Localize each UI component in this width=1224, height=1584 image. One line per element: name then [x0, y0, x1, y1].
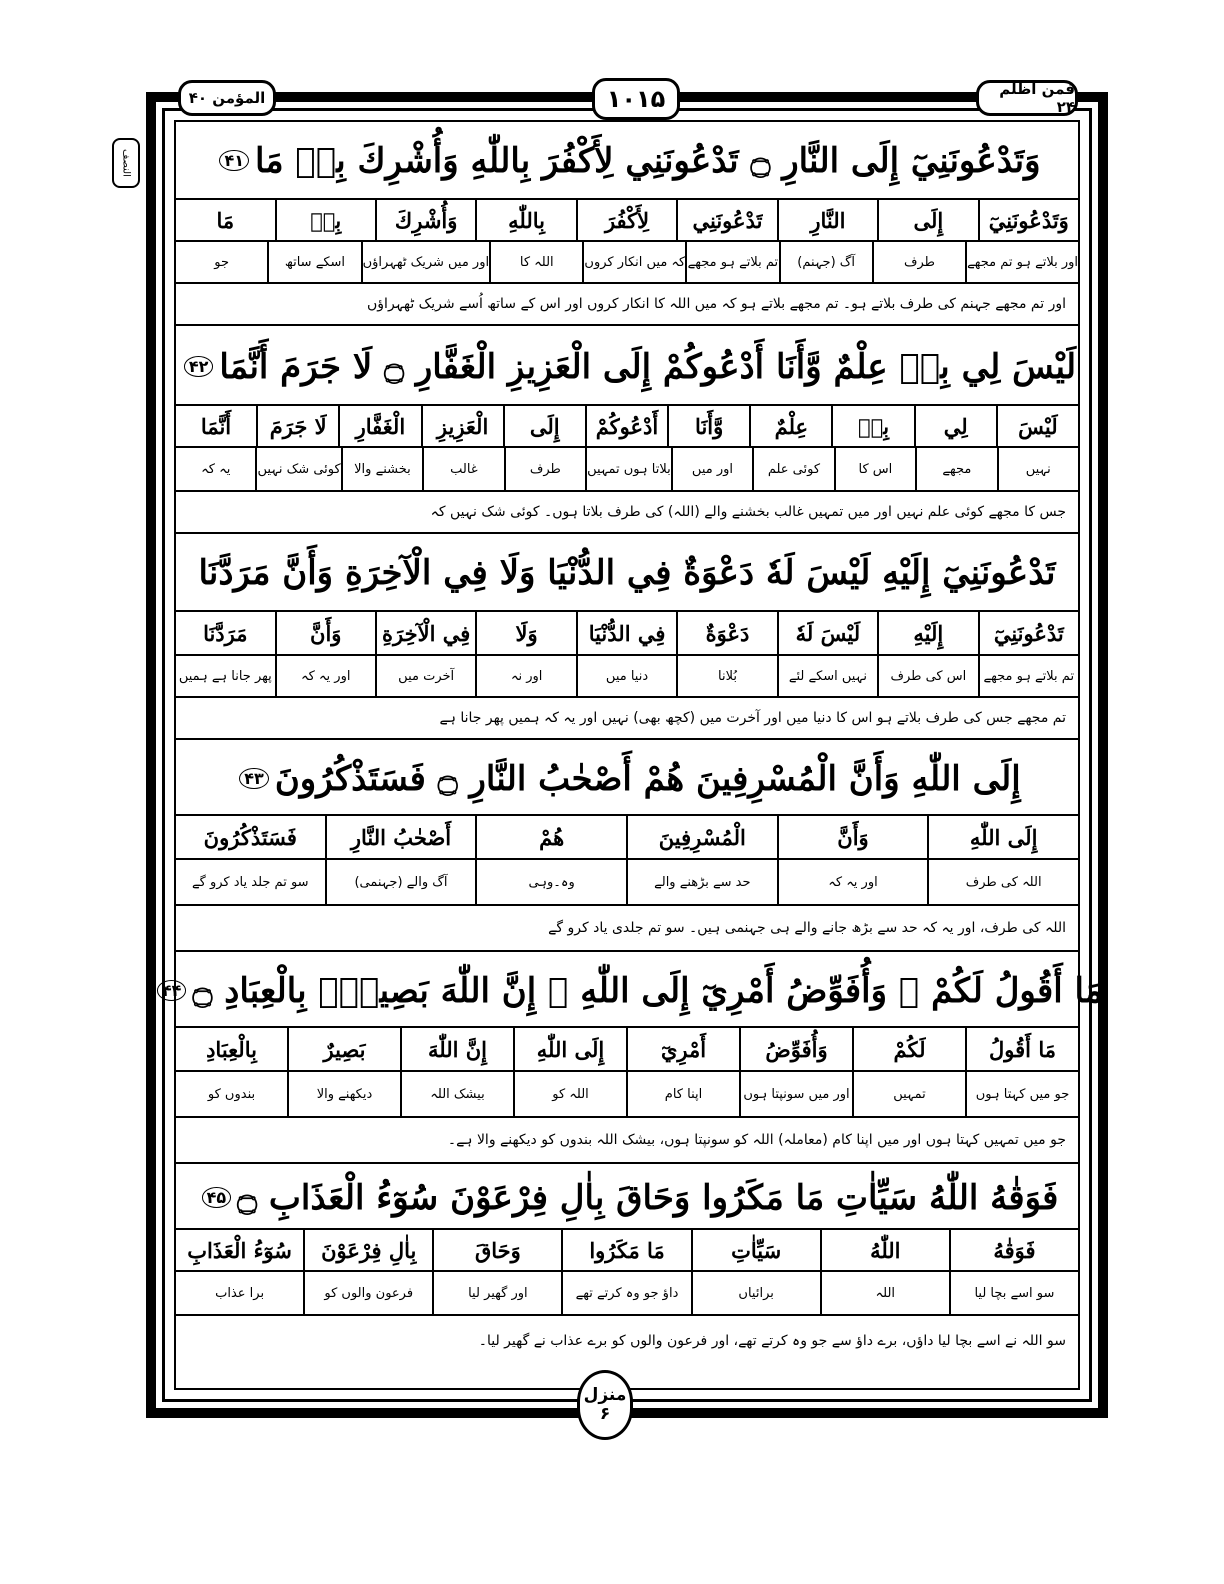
manzil-number: ۶ — [599, 1404, 611, 1424]
word-cell: مَا أَقُولُ — [965, 1028, 1078, 1070]
ayah-number: ۴۵ — [202, 1187, 232, 1208]
verse-line — [176, 122, 1078, 200]
word-cell: لِأَكْفُرَ — [576, 200, 676, 240]
translation-line: اور تم مجھے جہنم کی طرف بلاتے ہو۔ تم مجھے بلاتے ہو کہ میں اللہ کا انکار کروں اور اس کے ساتھ اُسے شریک ٹھہراؤں — [176, 284, 1078, 326]
word-cell: وَتَدْعُونَنِيٓ — [978, 200, 1078, 240]
word-cell: فَوَقٰهُ — [949, 1230, 1078, 1270]
meaning-cell: بندوں کو — [207, 1086, 256, 1102]
ayah-number: ۴۳ — [239, 768, 269, 789]
word-cell: سُوٓءُ الْعَذَابِ — [187, 1237, 292, 1263]
word-cell: لِي — [914, 406, 996, 446]
word-cell: مَا — [216, 207, 235, 233]
word-cell: أَمْرِيٓ — [626, 1028, 739, 1070]
meaning-cell: نہیں اسکے لئے — [777, 656, 877, 696]
meaning-cell: دنیا میں — [576, 656, 676, 696]
meaning-cell: برائیاں — [691, 1272, 820, 1314]
word-cell: أَدْعُوكُمْ — [585, 406, 667, 446]
word-cell: عِلْمٌ — [749, 406, 831, 446]
meaning-cell: جو میں کہتا ہوں — [965, 1072, 1078, 1116]
meaning-cell: بُلانا — [676, 656, 776, 696]
meaning-row — [176, 1072, 1078, 1118]
meaning-cell: نہیں — [997, 448, 1078, 490]
meaning-cell: آخرت میں — [375, 656, 475, 696]
word-cell: لَا جَرَمَ — [256, 406, 338, 446]
meaning-cell: بلاتا ہوں تمہیں — [585, 448, 671, 490]
verse-text: لَيْسَ لِي بِهٖ عِلْمٌ وَّأَنَا أَدْعُوكُمْ إِلَى الْعَزِيزِ الْغَفَّارِ ۝ لَا جَرَمَ أَنَّمَا — [219, 346, 1077, 387]
ayah-number: ۴۱ — [219, 150, 249, 171]
manzil-label: منزل — [583, 1385, 627, 1406]
meaning-row — [176, 448, 1078, 492]
meaning-row — [176, 656, 1078, 698]
verse-line — [176, 328, 1078, 406]
word-cell: وَلَا — [475, 612, 575, 654]
word-cell: بِالْعِبَادِ — [206, 1036, 257, 1062]
word-cell: تَدْعُونَنِيٓ — [978, 612, 1078, 654]
word-cell: مَا مَكَرُوا — [561, 1230, 690, 1270]
word-cell: مَرَدَّنَا — [203, 620, 248, 646]
meaning-cell: وہ۔وہی — [475, 860, 626, 904]
word-row — [176, 406, 1078, 448]
verse-line — [176, 536, 1078, 612]
translation-line: سو اللہ نے اسے بچا لیا داؤں، برے داؤ سے جو وہ کرتے تھے، اور فرعون والوں کو برے عذاب نے گھیر لیا۔ — [478, 1332, 1066, 1349]
word-cell: تَدْعُونَنِي — [676, 200, 776, 240]
word-cell: وَأَنَّ — [275, 612, 375, 654]
meaning-cell: کوئی شک نہیں — [255, 448, 340, 490]
word-row — [176, 200, 1078, 242]
meaning-cell: یہ کہ — [201, 461, 231, 477]
word-cell: أَصْحٰبُ النَّارِ — [325, 816, 476, 858]
side-marker: النصف — [112, 138, 140, 188]
meaning-cell: حد سے بڑھنے والے — [626, 860, 777, 904]
meaning-cell: اپنا کام — [626, 1072, 739, 1116]
meaning-cell: تمہیں — [852, 1072, 965, 1116]
meaning-cell: مجھے — [915, 448, 996, 490]
word-cell: دَعْوَةٌ — [676, 612, 776, 654]
verse-text: وَتَدْعُونَنِيٓ إِلَى النَّارِ ۝ تَدْعُونَنِي لِأَكْفُرَ بِاللّٰهِ وَأُشْرِكَ بِهٖ مَا — [255, 140, 1041, 181]
word-cell: الْغَفَّارِ — [338, 406, 420, 446]
translation-line: اللہ کی طرف، اور یہ کہ حد سے بڑھ جانے والے ہی جہنمی ہیں۔ سو تم جلدی یاد کرو گے — [176, 906, 1078, 952]
verse-text: فَوَقٰهُ اللّٰهُ سَيِّاٰتِ مَا مَكَرُوا وَحَاقَ بِاٰلِ فِرْعَوْنَ سُوٓءُ الْعَذَابِ ۝ — [237, 1177, 1059, 1218]
verse-line — [176, 742, 1078, 816]
meaning-cell: بیشک اللہ — [400, 1072, 513, 1116]
meaning-row — [176, 860, 1078, 906]
word-cell: إِلَيْهِ — [877, 612, 977, 654]
word-cell: إِلَى اللّٰهِ — [927, 816, 1078, 858]
meaning-cell: اس کا — [834, 448, 915, 490]
word-cell: بَصِيرٌ — [287, 1028, 400, 1070]
translation-line: جو میں تمہیں کہتا ہوں اور میں اپنا کام (معاملہ) اللہ کو سونپتا ہوں، بیشک اللہ بندوں کو دیکھنے والا ہے۔ — [176, 1118, 1078, 1164]
word-cell: فَسَتَذْكُرُونَ — [203, 824, 297, 850]
word-cell: الْمُسْرِفِينَ — [626, 816, 777, 858]
meaning-cell: کوئی علم — [752, 448, 833, 490]
word-cell: لَكُمْ — [852, 1028, 965, 1070]
meaning-cell: اللہ کی طرف — [927, 860, 1078, 904]
word-cell: إِلَى اللّٰهِ — [513, 1028, 626, 1070]
meaning-cell: سو اسے بچا لیا — [949, 1272, 1078, 1314]
word-cell: سَيِّاٰتِ — [691, 1230, 820, 1270]
meaning-cell: آگ والے (جہنمی) — [325, 860, 476, 904]
meaning-cell: اسکے ساتھ — [267, 242, 360, 282]
word-cell: لَيْسَ — [996, 406, 1078, 446]
word-cell: النَّارِ — [777, 200, 877, 240]
meaning-cell: تم بلاتے ہو مجھے — [685, 242, 778, 282]
verse-text: إِلَى اللّٰهِ وَأَنَّ الْمُسْرِفِينَ هُمْ أَصْحٰبُ النَّارِ ۝ فَسَتَذْكُرُونَ — [274, 758, 1021, 799]
word-cell: وَأَنَّ — [777, 816, 928, 858]
word-cell: الْعَزِيزِ — [421, 406, 503, 446]
meaning-cell: اور میں — [671, 448, 752, 490]
word-cell: وَأُشْرِكَ — [375, 200, 475, 240]
meaning-cell: سو تم جلد یاد کرو گے — [192, 874, 309, 890]
word-cell: إِنَّ اللّٰهَ — [400, 1028, 513, 1070]
meaning-cell: غالب — [422, 448, 503, 490]
meaning-cell: اللہ — [820, 1272, 949, 1314]
meaning-cell: جو — [214, 254, 230, 270]
word-cell: إِلَى — [877, 200, 977, 240]
surah-tag: المؤمن ۴۰ — [178, 80, 276, 116]
meaning-cell: کہ میں انکار کروں — [582, 242, 685, 282]
meaning-row — [176, 1272, 1078, 1316]
verse-text: مَا أَقُولُ لَكُمْ ۚ وَأُفَوِّضُ أَمْرِيٓ إِلَى اللّٰهِ ۚ إِنَّ اللّٰهَ بَصِيرٌۢ بِالْعِبَادِ ۝ — [192, 970, 1104, 1011]
word-cell: بِهٖ — [275, 200, 375, 240]
page-number: ۱۰۱۵ — [592, 78, 680, 120]
meaning-cell: طرف — [504, 448, 585, 490]
word-cell: وَأُفَوِّضُ — [739, 1028, 852, 1070]
word-cell: وَحَاقَ — [432, 1230, 561, 1270]
verse-line — [176, 1166, 1078, 1230]
para-tag: فمن اظلم ۲۴ — [976, 80, 1078, 116]
meaning-cell: طرف — [872, 242, 965, 282]
meaning-row — [176, 242, 1078, 284]
word-cell: إِلَى — [503, 406, 585, 446]
ayah-number: ۴۲ — [184, 356, 214, 377]
meaning-cell: داؤ جو وہ کرتے تھے — [561, 1272, 690, 1314]
word-cell: أَنَّمَا — [200, 413, 232, 439]
word-cell: وَّأَنَا — [667, 406, 749, 446]
verse-line — [161, 954, 1104, 1028]
meaning-cell: اللہ کو — [513, 1072, 626, 1116]
meaning-cell: اور گھیر لیا — [432, 1272, 561, 1314]
meaning-cell: برا عذاب — [215, 1285, 265, 1301]
meaning-cell: تم بلاتے ہو مجھے — [978, 656, 1078, 696]
translation-line: جس کا مجھے کوئی علم نہیں اور میں تمہیں غالب بخشنے والے (اللہ) کی طرف بلاتا ہوں۔ کوئی شک نہیں کہ — [176, 492, 1078, 534]
meaning-cell: پھر جانا ہے ہمیں — [178, 668, 272, 684]
translation-line: تم مجھے جس کی طرف بلاتے ہو اس کا دنیا میں اور آخرت میں (کچھ بھی) نہیں اور یہ کہ ہمیں پھر جانا ہے — [176, 698, 1078, 740]
manzil-badge — [577, 1370, 633, 1440]
meaning-cell: فرعون والوں کو — [303, 1272, 432, 1314]
meaning-cell: اور یہ کہ — [777, 860, 928, 904]
word-row — [176, 612, 1078, 656]
word-cell: بِاٰلِ فِرْعَوْنَ — [303, 1230, 432, 1270]
word-cell: بِهٖ — [831, 406, 913, 446]
word-row — [176, 1028, 1078, 1072]
word-cell: بِاللّٰهِ — [475, 200, 575, 240]
word-row — [176, 816, 1078, 860]
word-cell: هُمْ — [475, 816, 626, 858]
meaning-cell: اس کی طرف — [877, 656, 977, 696]
meaning-cell: اور میں شریک ٹھہراؤں — [361, 242, 490, 282]
meaning-cell: دیکھنے والا — [287, 1072, 400, 1116]
word-cell: اللّٰهُ — [820, 1230, 949, 1270]
meaning-cell: آگ (جہنم) — [779, 242, 872, 282]
word-cell: لَيْسَ لَهٗ — [777, 612, 877, 654]
meaning-cell: اور میں سونپتا ہوں — [739, 1072, 852, 1116]
meaning-cell: بخشنے والا — [341, 448, 422, 490]
verse-text: تَدْعُونَنِيٓ إِلَيْهِ لَيْسَ لَهٗ دَعْوَةٌ فِي الدُّنْيَا وَلَا فِي الْآخِرَةِ وَأَنَّ مَرَدَّنَا — [198, 553, 1056, 593]
word-cell: فِي الدُّنْيَا — [576, 612, 676, 654]
meaning-cell: اور نہ — [475, 656, 575, 696]
word-row — [176, 1230, 1078, 1272]
meaning-cell: اور یہ کہ — [275, 656, 375, 696]
meaning-cell: اللہ کا — [489, 242, 582, 282]
word-cell: فِي الْآخِرَةِ — [375, 612, 475, 654]
ayah-number: ۴۴ — [157, 980, 187, 1001]
meaning-cell: اور بلاتے ہو تم مجھے — [965, 242, 1078, 282]
